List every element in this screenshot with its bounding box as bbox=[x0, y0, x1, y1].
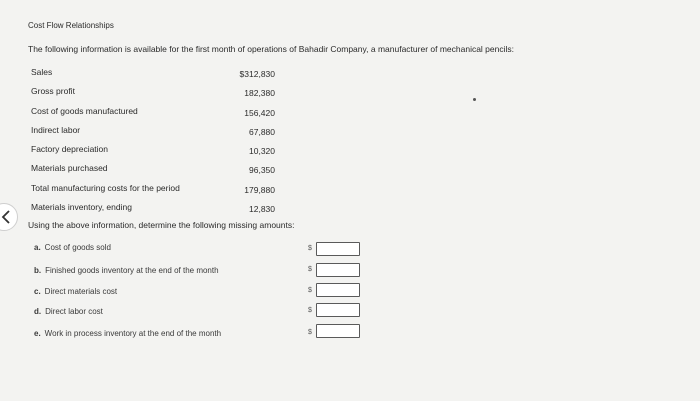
row-label-materials-purchased: Materials purchased bbox=[31, 163, 108, 173]
item-e-label bbox=[34, 329, 221, 338]
item-a-text: Cost of goods sold bbox=[44, 243, 111, 252]
values-column bbox=[180, 0, 275, 401]
item-c-input[interactable] bbox=[316, 283, 360, 297]
item-c-currency: $ bbox=[308, 287, 312, 294]
item-a-label bbox=[34, 243, 111, 252]
item-c-letter: c. bbox=[34, 287, 41, 296]
row-value-indirect-labor: 67,880 bbox=[249, 127, 275, 137]
row-label-sales: Sales bbox=[31, 67, 53, 77]
row-label-indirect-labor: Indirect labor bbox=[31, 125, 81, 135]
row-value-factory-depreciation: 10,320 bbox=[249, 146, 275, 156]
item-d-input[interactable] bbox=[316, 303, 360, 317]
item-d-label bbox=[34, 307, 103, 316]
item-e-input[interactable] bbox=[316, 324, 360, 338]
item-a-letter: a. bbox=[34, 243, 41, 252]
item-d-letter: d. bbox=[34, 307, 42, 316]
row-value-total-manufacturing-costs: 179,880 bbox=[244, 185, 275, 195]
item-c-label bbox=[34, 287, 117, 296]
previous-nav-button[interactable] bbox=[0, 203, 18, 231]
item-d-currency: $ bbox=[308, 307, 312, 314]
row-label-materials-inventory-ending: Materials inventory, ending bbox=[31, 202, 132, 212]
row-label-factory-depreciation: Factory depreciation bbox=[31, 144, 109, 154]
item-b-label bbox=[34, 266, 219, 275]
cursor-dot bbox=[473, 98, 476, 101]
row-label-cogm: Cost of goods manufactured bbox=[31, 106, 138, 116]
item-c-text: Direct materials cost bbox=[44, 287, 118, 296]
row-label-total-manufacturing-costs: Total manufacturing costs for the period bbox=[31, 183, 180, 193]
item-e-letter: e. bbox=[34, 329, 41, 338]
chevron-left-icon bbox=[1, 210, 11, 224]
row-value-gross-profit: 182,380 bbox=[244, 88, 275, 98]
item-e-currency: $ bbox=[308, 329, 312, 336]
row-value-sales: $312,830 bbox=[239, 69, 275, 79]
item-d-text: Direct labor cost bbox=[45, 307, 103, 316]
page-title: Cost Flow Relationships bbox=[28, 21, 114, 30]
question-text: Using the above information, determine the following missing amounts: bbox=[28, 220, 295, 230]
item-e-text: Work in process inventory at the end of the month bbox=[44, 329, 222, 338]
row-value-materials-purchased: 96,350 bbox=[249, 165, 275, 175]
item-a-currency: $ bbox=[308, 245, 312, 252]
row-value-materials-inventory-ending: 12,830 bbox=[249, 204, 275, 214]
row-label-gross-profit: Gross profit bbox=[31, 86, 75, 96]
row-value-cogm: 156,420 bbox=[244, 108, 275, 118]
item-a-input[interactable] bbox=[316, 242, 360, 256]
item-b-currency: $ bbox=[308, 266, 312, 273]
intro-text: The following information is available for the first month of operations of Bahadir Company, a manufacturer of mechanical pencils: bbox=[28, 44, 515, 54]
item-b-input[interactable] bbox=[316, 263, 360, 277]
item-b-letter: b. bbox=[34, 266, 42, 275]
item-b-text: Finished goods inventory at the end of the month bbox=[45, 266, 219, 275]
